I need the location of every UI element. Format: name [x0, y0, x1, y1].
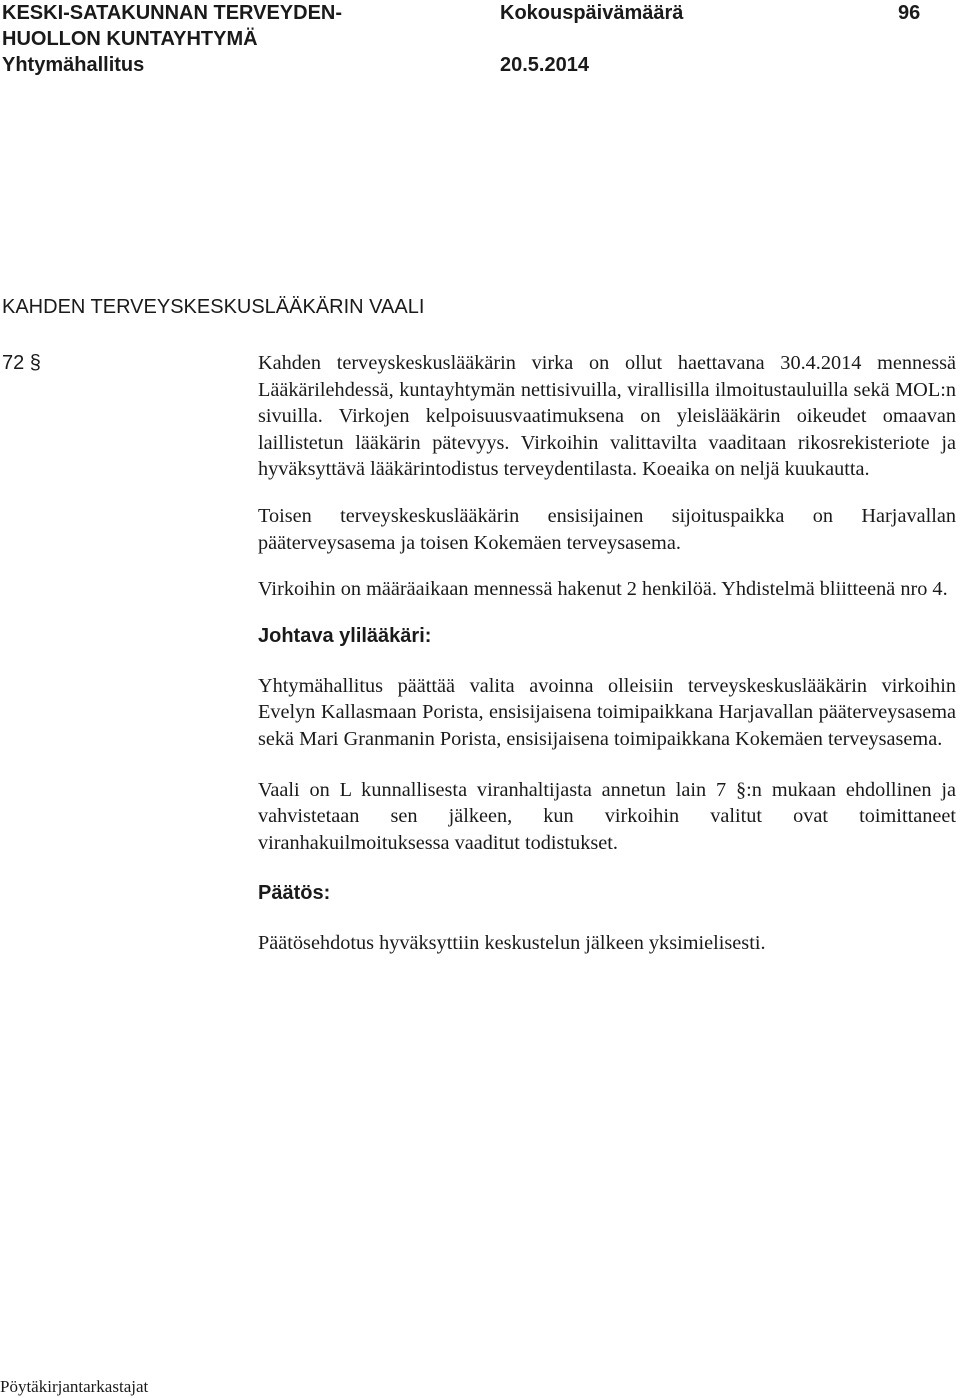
section-title: KAHDEN TERVEYSKESKUSLÄÄKÄRIN VAALI: [2, 296, 425, 318]
paragraph-conditions: Vaali on L kunnallisesta viranhaltijasta annetun lain 7 §:n mukaan ehdollinen ja vahvistetaan sen jälkeen, kun virkoihin valitut ovat toimittaneet viranhakuilmoituksessa vaaditut todistukset.: [258, 778, 956, 854]
item-number: 72 §: [2, 352, 41, 374]
paragraph-applicants: Virkoihin on määräaikaan mennessä hakenut 2 henkilöä. Yhdistelmä bliitteenä nro 4.: [258, 578, 948, 601]
paragraph-placement: Toisen terveyskeskuslääkärin ensisijainen sijoituspaikka on Harjavallan pääterveysasema ja toisen Kokemäen terveysasema.: [258, 504, 956, 554]
governing-body-name: Yhtymähallitus: [2, 54, 145, 76]
paragraph-proposal: Yhtymähallitus päättää valita avoinna olleisiin terveyskeskuslääkärin virkoihin Evelyn Kallasmaan Porista, ensisijaisena toimipaikkana Harjavallan pääterveysasema sekä Mari Granmanin Porista, ensisijaisena toimipaikkana Kokemäen terveysasema.: [258, 674, 956, 750]
meeting-date-label: Kokouspäivämäärä: [500, 2, 684, 24]
paragraph-vacancy: Kahden terveyskeskuslääkärin virka on ollut haettavana 30.4.2014 mennessä Lääkärilehdessä, kuntayhtymän nettisivuilla, virallisilla ilmoitustauluilla sekä MOL:n sivuilla. Virkojen kelpoisuusvaatimuksena on yleislääkärin oikeudet omaavan laillistetun lääkärin pätevyys. Virkoihin valittavilta vaaditaan rikosrekisteriote ja hyväksyttävä lääkärintodistus terveydentilasta. Koeaika on neljä kuukautta.: [258, 352, 956, 481]
paragraph-decision: Päätösehdotus hyväksyttiin keskustelun jälkeen yksimielisesti.: [258, 932, 766, 955]
meeting-date-value: 20.5.2014: [500, 54, 589, 76]
minutes-body: [258, 350, 956, 957]
footer-minutes-reviewers: Pöytäkirjantarkastajat: [0, 1377, 149, 1396]
organization-name-line1: KESKI-SATAKUNNAN TERVEYDEN-: [2, 2, 343, 24]
heading-decision: Päätös:: [258, 882, 331, 905]
heading-proposer: Johtava ylilääkäri:: [258, 624, 432, 647]
page-number: 96: [898, 2, 921, 24]
organization-name-line2: HUOLLON KUNTAYHTYMÄ: [2, 28, 258, 50]
